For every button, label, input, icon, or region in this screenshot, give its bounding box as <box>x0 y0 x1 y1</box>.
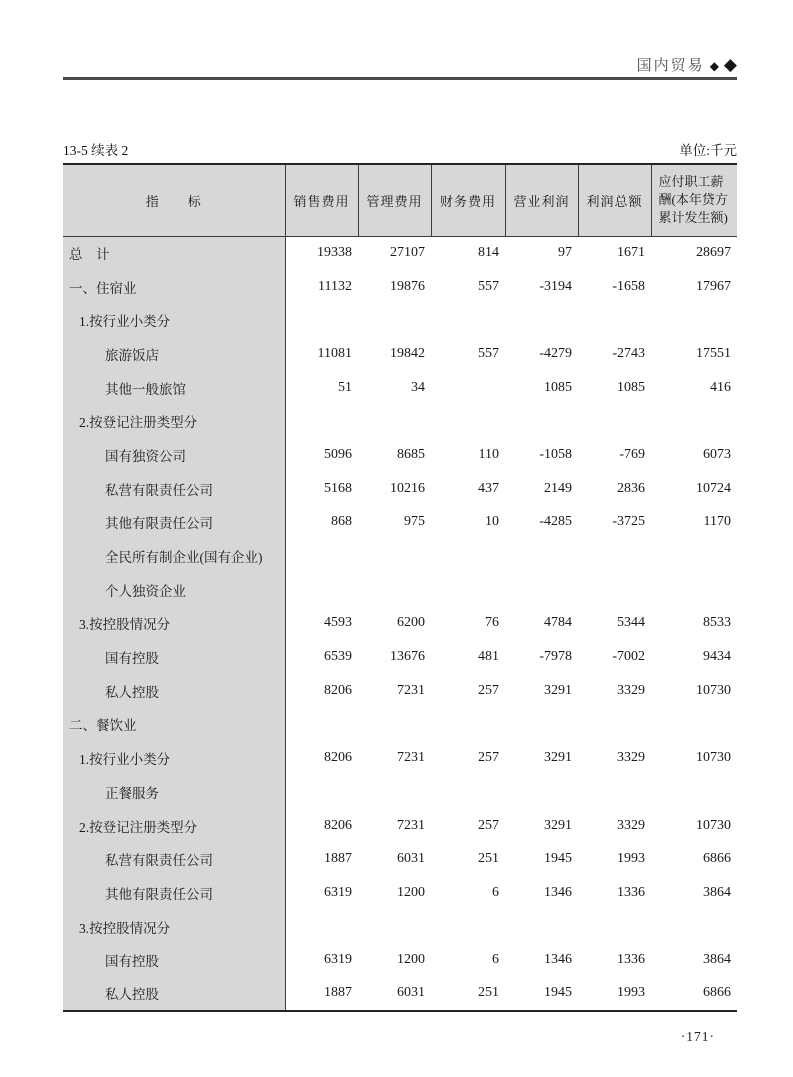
cell-value: 1993 <box>617 851 645 867</box>
row-label: 总 计 <box>63 236 285 270</box>
table-row <box>63 708 737 742</box>
row-label: 私营有限责任公司 <box>63 472 285 506</box>
cell-value: 19842 <box>390 345 425 361</box>
cell-value <box>358 404 431 438</box>
cell-value: 76 <box>485 615 499 631</box>
cell-value: 251 <box>478 985 499 1001</box>
row-label: 国有独资公司 <box>63 438 285 472</box>
cell-value: 257 <box>478 817 499 833</box>
cell-value: 3864 <box>703 884 731 900</box>
cell-value <box>651 303 737 337</box>
cell-value: 3291 <box>544 750 572 766</box>
col-header-financial-expense: 财务费用 <box>431 164 505 236</box>
cell-value: 1200 <box>397 884 425 900</box>
cell-value: 437 <box>478 480 499 496</box>
cell-value <box>505 708 578 742</box>
cell-value <box>505 539 578 573</box>
row-label: 私人控股 <box>63 977 285 1011</box>
section-title: 国内贸易 <box>636 57 705 74</box>
unit-label: 单位:千元 <box>679 143 737 158</box>
table-row <box>63 371 737 405</box>
table-row <box>63 775 737 809</box>
cell-value: 5344 <box>617 615 645 631</box>
cell-value <box>358 573 431 607</box>
cell-value: 3329 <box>617 750 645 766</box>
cell-value: 1346 <box>544 884 572 900</box>
cell-value: 1336 <box>617 884 645 900</box>
cell-value: 868 <box>331 514 352 530</box>
cell-value: 6 <box>492 952 499 968</box>
cell-value <box>651 404 737 438</box>
cell-value <box>505 910 578 944</box>
table-row <box>63 674 737 708</box>
cell-value: 10216 <box>390 480 425 496</box>
cell-value: 10730 <box>696 750 731 766</box>
cell-value: 10730 <box>696 817 731 833</box>
table-row <box>63 539 737 573</box>
table-row <box>63 640 737 674</box>
cell-value: 1887 <box>324 985 352 1001</box>
cell-value: 1993 <box>617 985 645 1001</box>
running-head-rule <box>63 77 737 80</box>
cell-value: 557 <box>478 345 499 361</box>
cell-value: -769 <box>619 446 645 462</box>
cell-value <box>651 573 737 607</box>
cell-value: 51 <box>338 379 352 395</box>
cell-value <box>505 404 578 438</box>
col-header-payroll-payable: 应付职工薪酬(本年贷方累计发生额) <box>651 164 737 236</box>
cell-value: 6539 <box>324 649 352 665</box>
cell-value: 7231 <box>397 750 425 766</box>
table-row <box>63 977 737 1011</box>
cell-value: 97 <box>558 245 572 261</box>
table-caption <box>63 139 737 159</box>
cell-value: 110 <box>478 446 499 462</box>
cell-value <box>285 539 358 573</box>
cell-value <box>431 708 505 742</box>
cell-value: 1200 <box>397 952 425 968</box>
row-label: 其他有限责任公司 <box>63 506 285 540</box>
cell-value <box>651 708 737 742</box>
cell-value: 2836 <box>617 480 645 496</box>
cell-value: 10730 <box>696 682 731 698</box>
table-header <box>63 164 737 236</box>
table-row <box>63 842 737 876</box>
cell-value: 8685 <box>397 446 425 462</box>
row-label: 国有控股 <box>63 640 285 674</box>
cell-value: 4784 <box>544 615 572 631</box>
cell-value: 28697 <box>696 245 731 261</box>
cell-value: 1887 <box>324 851 352 867</box>
cell-value: 7231 <box>397 682 425 698</box>
cell-value: 8206 <box>324 682 352 698</box>
cell-value <box>505 573 578 607</box>
row-label: 旅游饭店 <box>63 337 285 371</box>
cell-value: 3291 <box>544 817 572 833</box>
row-label: 1.按行业小类分 <box>63 303 285 337</box>
cell-value <box>505 775 578 809</box>
col-header-indicator: 指 标 <box>63 164 285 236</box>
cell-value: -2743 <box>612 345 645 361</box>
cell-value: 27107 <box>390 245 425 261</box>
cell-value: 2149 <box>544 480 572 496</box>
cell-value <box>578 708 651 742</box>
table-row <box>63 404 737 438</box>
cell-value <box>578 539 651 573</box>
cell-value <box>578 303 651 337</box>
row-label: 国有控股 <box>63 943 285 977</box>
table-row <box>63 303 737 337</box>
cell-value: 8206 <box>324 817 352 833</box>
cell-value: 8533 <box>703 615 731 631</box>
cell-value <box>285 573 358 607</box>
cell-value: 5168 <box>324 480 352 496</box>
cell-value: -3725 <box>612 514 645 530</box>
running-head <box>63 56 737 80</box>
cell-value: 1085 <box>617 379 645 395</box>
col-header-total-profit: 利润总额 <box>578 164 651 236</box>
row-label: 3.按控股情况分 <box>63 910 285 944</box>
cell-value <box>578 404 651 438</box>
table-row <box>63 438 737 472</box>
statistics-table-wrap <box>63 163 737 1012</box>
cell-value <box>431 573 505 607</box>
cell-value: 17551 <box>696 345 731 361</box>
cell-value <box>651 910 737 944</box>
row-label: 其他有限责任公司 <box>63 876 285 910</box>
cell-value: 6866 <box>703 985 731 1001</box>
diamond-small-icon: ◆ <box>709 59 719 73</box>
row-label: 1.按行业小类分 <box>63 741 285 775</box>
row-label: 2.按登记注册类型分 <box>63 809 285 843</box>
cell-value <box>431 404 505 438</box>
table-body <box>63 236 737 1011</box>
cell-value <box>285 303 358 337</box>
cell-value: 6 <box>492 884 499 900</box>
row-label: 二、餐饮业 <box>63 708 285 742</box>
cell-value: 8206 <box>324 750 352 766</box>
cell-value <box>651 539 737 573</box>
cell-value <box>431 539 505 573</box>
cell-value: 3864 <box>703 952 731 968</box>
cell-value: 17967 <box>696 278 731 294</box>
cell-value: 416 <box>710 379 731 395</box>
cell-value: 975 <box>404 514 425 530</box>
cell-value: -7002 <box>612 649 645 665</box>
row-label: 一、住宿业 <box>63 270 285 304</box>
cell-value: 481 <box>478 649 499 665</box>
cell-value <box>578 910 651 944</box>
cell-value: 1170 <box>703 514 731 530</box>
cell-value <box>285 404 358 438</box>
cell-value: 11132 <box>318 278 352 294</box>
cell-value: 13676 <box>390 649 425 665</box>
row-label: 2.按登记注册类型分 <box>63 404 285 438</box>
cell-value <box>358 775 431 809</box>
cell-value: 10 <box>485 514 499 530</box>
row-label: 私营有限责任公司 <box>63 842 285 876</box>
table-row <box>63 943 737 977</box>
cell-value <box>358 708 431 742</box>
cell-value: 19876 <box>390 278 425 294</box>
cell-value: 11081 <box>317 345 352 361</box>
page-number: ·171· <box>680 1029 715 1044</box>
cell-value: 557 <box>478 278 499 294</box>
table-row <box>63 270 737 304</box>
table-row <box>63 472 737 506</box>
diamond-large-icon: ◆ <box>723 55 737 75</box>
cell-value <box>431 303 505 337</box>
cell-value <box>578 573 651 607</box>
cell-value <box>505 303 578 337</box>
cell-value <box>285 910 358 944</box>
cell-value: 4593 <box>324 615 352 631</box>
cell-value: 7231 <box>397 817 425 833</box>
cell-value <box>358 910 431 944</box>
cell-value: -3194 <box>539 278 572 294</box>
table-row <box>63 573 737 607</box>
cell-value: 6073 <box>703 446 731 462</box>
cell-value <box>358 303 431 337</box>
table-row <box>63 910 737 944</box>
cell-value: 814 <box>478 245 499 261</box>
cell-value <box>285 775 358 809</box>
cell-value <box>578 775 651 809</box>
table-number-label: 13-5 续表 2 <box>63 143 129 158</box>
cell-value <box>431 775 505 809</box>
cell-value: 257 <box>478 682 499 698</box>
cell-value: 19338 <box>317 245 352 261</box>
cell-value: 1085 <box>544 379 572 395</box>
table-row <box>63 741 737 775</box>
row-label: 其他一般旅馆 <box>63 371 285 405</box>
cell-value: -1058 <box>539 446 572 462</box>
statistics-table <box>63 163 737 1012</box>
table-row <box>63 506 737 540</box>
col-header-admin-expense: 管理费用 <box>358 164 431 236</box>
cell-value: 3329 <box>617 682 645 698</box>
cell-value: 6031 <box>397 851 425 867</box>
cell-value <box>358 539 431 573</box>
cell-value: 6319 <box>324 952 352 968</box>
cell-value: 251 <box>478 851 499 867</box>
cell-value <box>651 775 737 809</box>
cell-value: 10724 <box>696 480 731 496</box>
cell-value: 34 <box>411 379 425 395</box>
row-label: 全民所有制企业(国有企业) <box>63 539 285 573</box>
row-label: 3.按控股情况分 <box>63 607 285 641</box>
cell-value: 1671 <box>617 245 645 261</box>
row-label: 正餐服务 <box>63 775 285 809</box>
cell-value: 1945 <box>544 985 572 1001</box>
table-row <box>63 876 737 910</box>
cell-value: 6200 <box>397 615 425 631</box>
row-label: 私人控股 <box>63 674 285 708</box>
cell-value: 6866 <box>703 851 731 867</box>
cell-value <box>431 371 505 405</box>
cell-value: -1658 <box>612 278 645 294</box>
table-row <box>63 337 737 371</box>
cell-value <box>431 910 505 944</box>
cell-value: 257 <box>478 750 499 766</box>
table-row <box>63 607 737 641</box>
col-header-operating-profit: 营业利润 <box>505 164 578 236</box>
row-label: 个人独资企业 <box>63 573 285 607</box>
cell-value: 6031 <box>397 985 425 1001</box>
table-row <box>63 809 737 843</box>
cell-value: 9434 <box>703 649 731 665</box>
table-row <box>63 236 737 270</box>
cell-value: 6319 <box>324 884 352 900</box>
cell-value: 5096 <box>324 446 352 462</box>
cell-value: 3329 <box>617 817 645 833</box>
cell-value: -4279 <box>539 345 572 361</box>
cell-value: -4285 <box>539 514 572 530</box>
cell-value: 3291 <box>544 682 572 698</box>
cell-value: 1346 <box>544 952 572 968</box>
cell-value: 1945 <box>544 851 572 867</box>
cell-value: 1336 <box>617 952 645 968</box>
cell-value: -7978 <box>539 649 572 665</box>
cell-value <box>285 708 358 742</box>
col-header-selling-expense: 销售费用 <box>285 164 358 236</box>
